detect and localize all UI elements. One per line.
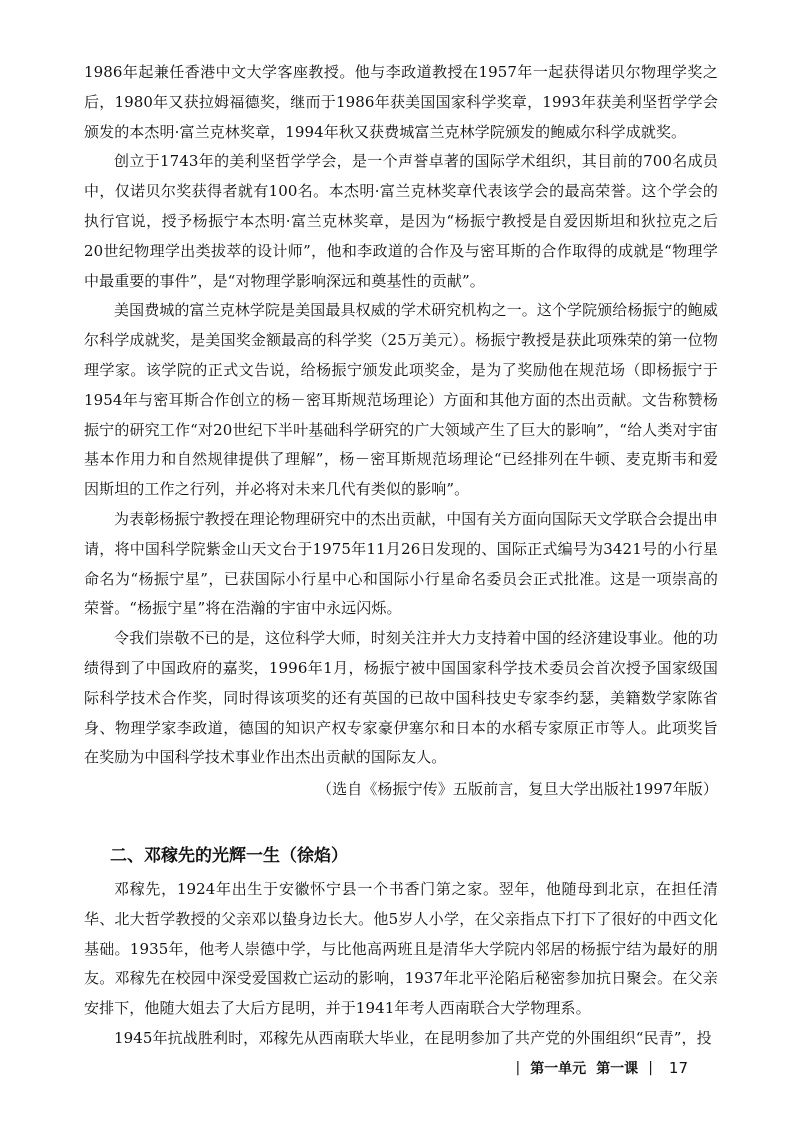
- paragraph: 1986年起兼任香港中文大学客座教授。他与李政道教授在1957年一起获得诺贝尔物理学奖之后，1980年又获拉姆福德奖，继而于1986年获美国国家科学奖章，1993年获美利坚哲学学会颁发的本杰明·富兰克林奖章，1994年秋又获费城富兰克林学院颁发的鲍威尔科学成就奖。: [84, 63, 718, 141]
- paragraph: 美国费城的富兰克林学院是美国最具权威的学术研究机构之一。这个学院颁给杨振宁的鲍威尔科学成就奖，是美国奖金额最高的科学奖（25万美元）。杨振宁教授是获此项殊荣的第一位物理学家。该学院的正式文告说，给杨振宁颁发此项奖金，是为了奖励他在规范场（即杨振宁于1954年与密耳斯合作创立的杨－密耳斯规范场理论）方面和其他方面的杰出贡献。文告称赞杨振宁的研究工作“对20世纪下半叶基础科学研究的广大领域产生了巨大的影响”，“给人类对宇宙基本作用力和自然规律提供了理解”，杨－密耳斯规范场理论“已经排列在牛顿、麦克斯韦和爱因斯坦的工作之行列，并必将对未来几代有类似的影响”。: [84, 301, 719, 499]
- page-number: 17: [668, 1059, 688, 1077]
- footer-separator: |: [648, 1060, 653, 1076]
- paragraph: 创立于1743年的美利坚哲学学会，是一个声誉卓著的国际学术组织，其目前的700名成员中，仅诺贝尔奖获得者就有100名。本杰明·富兰克林奖章代表该学会的最高荣誉。这个学会的执行官说，授予杨振宁本杰明·富兰克林奖章，是因为“杨振宁教授是自爱因斯坦和狄拉克之后20世纪物理学出类拔萃的设计师”，他和李政道的合作及与密耳斯的合作取得的成就是“物理学中最重要的事件”，是“对物理学影响深远和奠基性的贡献”。: [84, 152, 718, 290]
- section-heading: 二、邓稼先的光辉一生（徐焰）: [110, 845, 348, 866]
- paragraph: 为表彰杨振宁教授在理论物理研究中的杰出贡献，中国有关方面向国际天文学联合会提出申请，将中国科学院紫金山天文台于1975年11月26日发现的、国际正式编号为3421号的小行星命名为“杨振宁星”，已获国际小行星中心和国际小行星命名委员会正式批准。这是一项崇高的荣誉。“杨振宁星”将在浩瀚的宇宙中永远闪烁。: [84, 509, 719, 618]
- paragraph: 令我们崇敬不已的是，这位科学大师，时刻关注并大力支持着中国的经济建设事业。他的功绩得到了中国政府的嘉奖，1996年1月，杨振宁被中国国家科学技术委员会首次授予国家级国际科学技术合作奖，同时得该项奖的还有英国的已故中国科技史专家李约瑟，美籍数学家陈省身、物理学家李政道，德国的知识产权专家豪伊塞尔和日本的水稻专家原正市等人。此项奖旨在奖励为中国科学技术事业作出杰出贡献的国际友人。: [84, 629, 719, 767]
- footer-lesson: 第一课: [596, 1061, 639, 1077]
- page-footer: [515, 1058, 688, 1078]
- paragraph: 1945年抗战胜利时，邓稼先从西南联大毕业，在昆明参加了共产党的外围组织“民青”，投: [114, 1028, 712, 1047]
- source-citation: （选自《杨振宁传》五版前言，复旦大学出版社1997年版）: [317, 780, 718, 799]
- footer-separator: |: [515, 1060, 521, 1076]
- body-text: [84, 58, 718, 1054]
- footer-unit: 第一单元: [530, 1061, 587, 1077]
- paragraph: 邓稼先，1924年出生于安徽怀宁县一个书香门第之家。翌年，他随母到北京，在担任清华、北大哲学教授的父亲邓以蛰身边长大。他5岁人小学，在父亲指点下打下了很好的中西文化基础。1935年，他考人崇德中学，与比他高两班且是清华大学院内邻居的杨振宁结为最好的朋友。邓稼先在校园中深受爱国救亡运动的影响，1937年北平沦陷后秘密参加抗日聚会。在父亲安排下，他随大姐去了大后方昆明，并于1941年考人西南联合大学物理系。: [84, 879, 718, 1018]
